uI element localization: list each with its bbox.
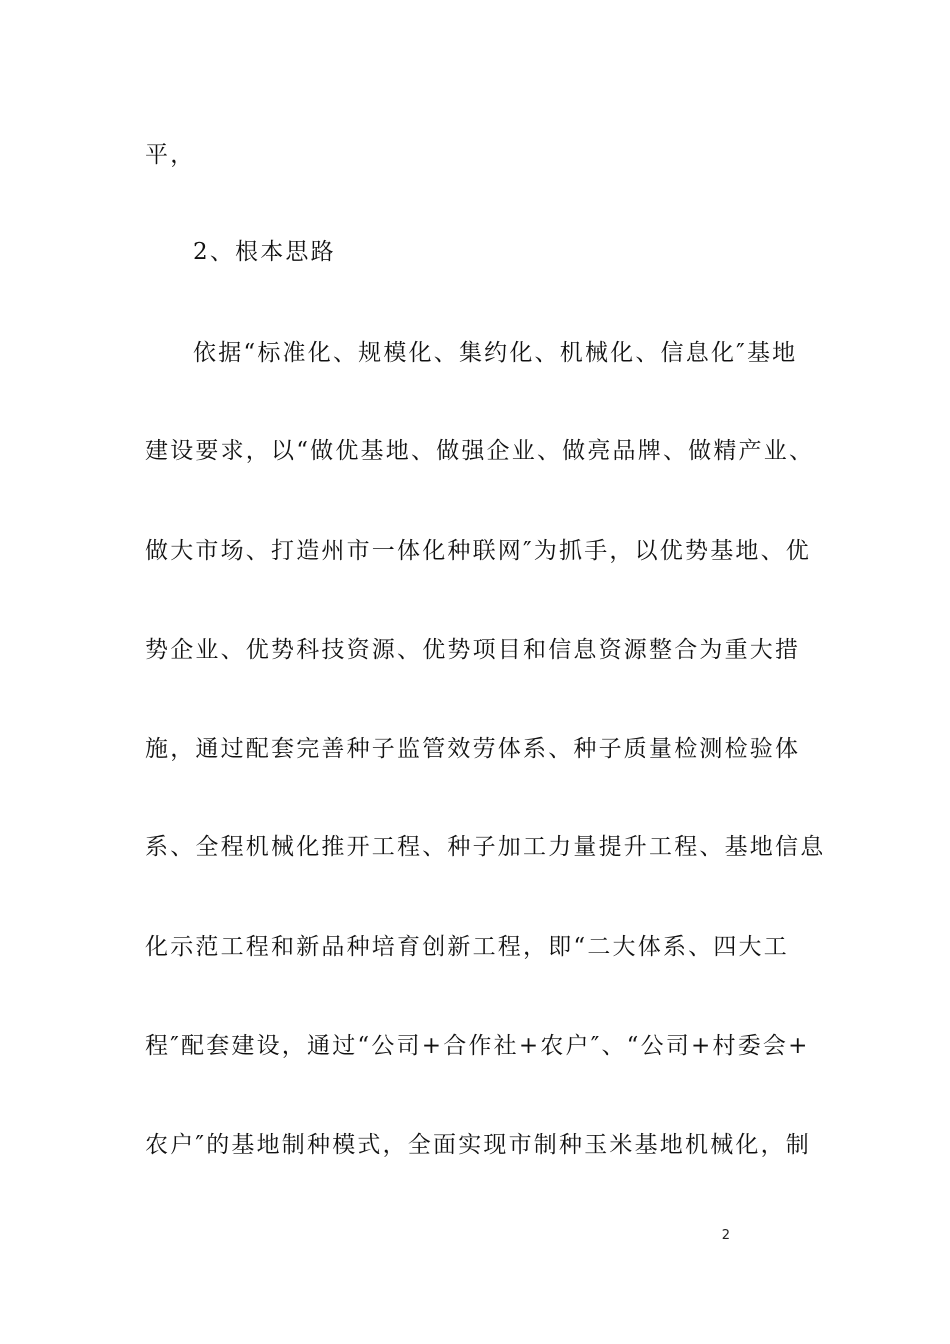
paragraph-line: 系、全程机械化推开工程、种子加工力量提升工程、基地信息 (145, 834, 826, 860)
paragraph-line: 依据“标准化、规模化、集约化、机械化、信息化″基地 (193, 340, 798, 366)
text-line-fragment: 平， (145, 142, 196, 168)
paragraph-line: 化示范工程和新品种培育创新工程，即“二大体系、四大工 (145, 934, 789, 960)
paragraph-line: 势企业、优势科技资源、优势项目和信息资源整合为重大措 (145, 637, 801, 663)
paragraph-line: 建设要求，以“做优基地、做强企业、做亮品牌、做精产业、 (145, 438, 815, 464)
paragraph-line: 程″配套建设，通过“公司+合作社+农户″、“公司+村委会+ (145, 1033, 810, 1059)
section-heading: 2、根本思路 (193, 239, 336, 265)
paragraph-line: 做大市场、打造州市一体化种联网″为抓手，以优势基地、优 (145, 538, 811, 564)
paragraph-line: 施，通过配套完善种子监管效劳体系、种子质量检测检验体 (145, 736, 801, 762)
page-number: 2 (721, 1228, 730, 1243)
paragraph-line: 农户″的基地制种模式，全面实现市制种玉米基地机械化，制 (145, 1132, 811, 1158)
